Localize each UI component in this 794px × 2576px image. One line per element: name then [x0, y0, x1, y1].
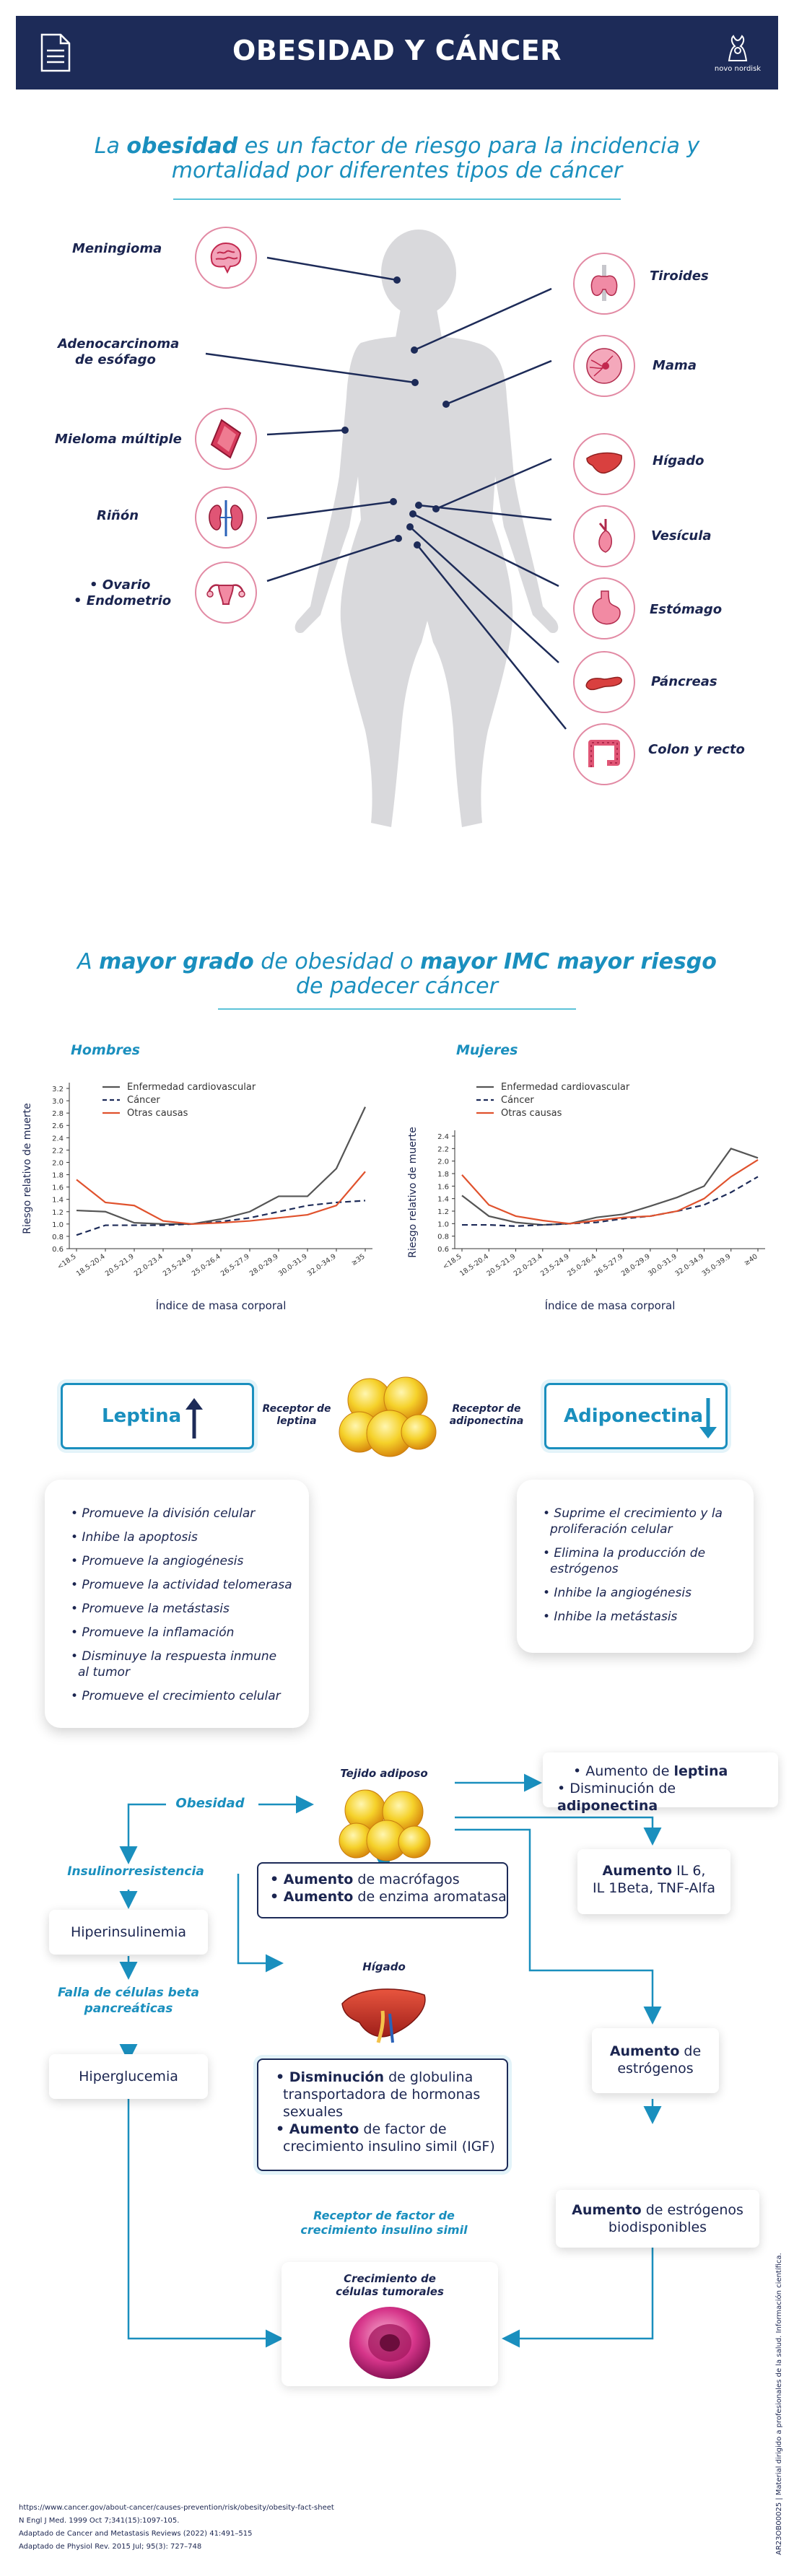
label-endometrio: • Endometrio: [74, 593, 172, 608]
x-tick-label: 25.0-26.4: [190, 1252, 222, 1278]
legend-label: Enfermedad cardiovascular: [501, 1082, 630, 1093]
legend-label: Otras causas: [501, 1108, 562, 1119]
title-text: La: [94, 134, 127, 159]
adipose-tissue-icon: [333, 1783, 435, 1862]
label-line: Crecimiento de: [344, 2272, 436, 2285]
emphasis: • Aumento: [270, 1889, 354, 1905]
adiponectina-label: Adiponectina: [564, 1405, 704, 1427]
liver-effects-box: [257, 2058, 508, 2171]
emphasis: leptina: [673, 1763, 728, 1779]
chart-hombres-title: Hombres: [71, 1042, 140, 1058]
estrogenos-box: [592, 2028, 719, 2093]
pancreas-circle: [573, 651, 635, 713]
list-item: • Inhibe la angiogénesis: [543, 1586, 692, 1600]
leptina-effects-card: [45, 1480, 309, 1728]
label-line: Receptor de factor de: [313, 2209, 455, 2222]
leptina-effects-list: [71, 1506, 292, 1712]
box-line: [557, 1763, 778, 1780]
title-text: de padecer cáncer: [296, 974, 498, 999]
legal-side-note: AR23OB00025 | Material dirigido a profesionales de la salud. Información científica.: [775, 2253, 783, 2555]
box-line: [577, 1862, 730, 1879]
receptor-line: Receptor de: [262, 1403, 331, 1415]
bull-logo-icon: [725, 32, 751, 64]
x-tick-label: 26.5-27.9: [593, 1252, 625, 1278]
list-item: • Promueve la división celular: [71, 1506, 256, 1521]
text: • Disminución de: [557, 1781, 676, 1796]
x-tick-label: 32.0-34.9: [305, 1252, 338, 1278]
label-pancreas: Páncreas: [651, 674, 717, 689]
adiponectina-effects-card: [517, 1480, 754, 1653]
page-title: OBESIDAD Y CÁNCER: [232, 35, 562, 66]
y-tick-label: 1.0: [52, 1221, 64, 1229]
hiperinsulinemia-box: Hiperinsulinemia: [49, 1910, 208, 1955]
reference: Adaptado de Cancer and Metastasis Reviews (2022) 41:491–515: [19, 2530, 253, 2538]
falla-celulas-beta-label: [49, 1985, 208, 2017]
box-line: [592, 2043, 719, 2060]
title-emphasis: mayor IMC mayor riesgo: [420, 949, 717, 974]
receptor-line: leptina: [276, 1415, 317, 1427]
emphasis: adiponectina: [557, 1798, 658, 1814]
hiperglucemia-box: Hiperglucemia: [49, 2054, 208, 2099]
breast-circle: [573, 335, 635, 397]
label-vesicula: Vesícula: [651, 528, 712, 543]
x-axis-label: Índice de masa corporal: [544, 1299, 676, 1312]
list-item: • Promueve la actividad telomerasa: [71, 1578, 292, 1592]
list-item: proliferación celular: [550, 1522, 673, 1537]
insulinorresistencia-label: Insulinorresistencia: [67, 1864, 204, 1879]
list-item: • Promueve la inflamación: [71, 1625, 235, 1640]
list-item: • Promueve la angiogénesis: [71, 1554, 244, 1568]
x-tick-label: 32.0-34.9: [673, 1252, 706, 1278]
thyroid-circle: [573, 253, 635, 315]
y-tick-label: 1.8: [437, 1171, 449, 1179]
label-line: crecimiento insulino simil: [300, 2223, 468, 2237]
label-ovario: • Ovario: [90, 577, 151, 593]
y-tick-label: 2.0: [52, 1159, 64, 1168]
text: de enzima aromatasa: [353, 1889, 507, 1905]
x-tick-label: ≥40: [742, 1252, 759, 1267]
section1-title: [0, 134, 794, 183]
label-line: de esófago: [75, 352, 156, 367]
chart-mujeres-title: Mujeres: [456, 1042, 518, 1058]
text: de estrógenos: [641, 2202, 743, 2218]
crecimiento-tumoral-label: [318, 2272, 462, 2298]
thyroid-icon: [584, 263, 624, 304]
obesidad-label: Obesidad: [175, 1796, 245, 1811]
macrofagos-box: [257, 1862, 508, 1918]
list-item: • Inhibe la metástasis: [543, 1610, 678, 1624]
text: de: [679, 2043, 702, 2059]
y-tick-label: 2.4: [52, 1135, 64, 1143]
label-line: pancreáticas: [84, 2001, 173, 2016]
gallbladder-circle: [573, 505, 635, 567]
y-tick-label: 2.8: [52, 1110, 64, 1119]
liver-icon: [584, 444, 624, 484]
legend-label: Otras causas: [127, 1108, 188, 1119]
box-line: sexuales: [283, 2104, 344, 2120]
y-tick-label: 2.0: [437, 1158, 449, 1166]
interleucinas-box: [577, 1849, 730, 1914]
brain-icon: [206, 237, 246, 278]
y-tick-label: 1.6: [52, 1184, 64, 1192]
header-banner: [16, 16, 778, 89]
breast-icon: [584, 346, 624, 386]
label-tiroides: Tiroides: [650, 268, 709, 284]
section1-divider: [173, 198, 621, 200]
label-line: Falla de células beta: [58, 1986, 199, 2000]
legend-label: Enfermedad cardiovascular: [127, 1082, 256, 1093]
title-text: es un factor de riesgo para la incidencia y: [237, 134, 700, 159]
y-axis-label: Riesgo relativo de muerte: [22, 1103, 33, 1234]
box-line: IL 1Beta, TNF-Alfa: [592, 1880, 715, 1896]
y-tick-label: 2.2: [437, 1145, 449, 1154]
list-item: • Suprime el crecimiento y la: [543, 1506, 723, 1521]
label-esofago: [58, 336, 180, 368]
list-item: • Elimina la producción de: [543, 1546, 706, 1560]
list-item: • Promueve el crecimiento celular: [71, 1689, 281, 1703]
x-tick-label: 22.0-23.4: [132, 1252, 165, 1278]
label-colon: Colon y recto: [648, 742, 745, 757]
stomach-icon: [584, 588, 624, 629]
arrow-up-icon: [184, 1397, 204, 1440]
title-emphasis: obesidad: [126, 134, 238, 159]
label-ovario-endometrio: [74, 577, 171, 609]
label-rinon: Riñón: [97, 508, 139, 523]
x-tick-label: 18.5-20.4: [458, 1252, 490, 1278]
x-tick-label: 28.0-29.9: [619, 1252, 652, 1278]
x-tick-label: 22.0-23.4: [512, 1252, 544, 1278]
x-tick-label: 30.0-31.9: [647, 1252, 679, 1278]
box-line: [276, 2121, 507, 2138]
title-text: mortalidad por diferentes tipos de cáncer: [171, 158, 623, 183]
box-line: [557, 1780, 778, 1815]
tumor-cell-icon: [345, 2304, 435, 2382]
kidney-icon: [206, 497, 246, 538]
text: • Aumento de: [573, 1763, 674, 1779]
box-line: estrógenos: [617, 2061, 694, 2077]
brain-circle: [195, 227, 257, 289]
y-tick-label: 0.8: [437, 1233, 449, 1241]
y-tick-label: 1.6: [437, 1183, 449, 1192]
chart-mujeres: [401, 1061, 784, 1321]
box-line: crecimiento insulino simil (IGF): [283, 2139, 495, 2154]
x-tick-label: <18.5: [56, 1252, 78, 1272]
emphasis: • Aumento: [270, 1872, 354, 1887]
reference: N Engl J Med. 1999 Oct 7;341(15):1097-105.: [19, 2517, 180, 2525]
y-tick-label: 0.8: [52, 1233, 64, 1241]
x-tick-label: 30.0-31.9: [276, 1252, 309, 1278]
x-tick-label: 20.5-21.9: [485, 1252, 518, 1278]
box-line: [276, 2069, 507, 2086]
emphasis: • Aumento: [276, 2121, 359, 2137]
label-mieloma: Mieloma múltiple: [55, 432, 182, 447]
list-item: • Inhibe la apoptosis: [71, 1530, 198, 1545]
fat-cells-icon: [338, 1368, 439, 1462]
x-tick-label: <18.5: [441, 1252, 463, 1272]
x-tick-label: 26.5-27.9: [219, 1252, 251, 1278]
title-text: de obesidad o: [253, 949, 421, 974]
body-silhouette: [295, 230, 559, 827]
y-axis-label: Riesgo relativo de muerte: [407, 1127, 419, 1258]
text: de globulina: [384, 2069, 474, 2085]
liver-organ-icon: [339, 1982, 429, 2047]
higado-label: Hígado: [362, 1960, 406, 1973]
uterus-icon: [206, 572, 246, 613]
kidney-circle: [195, 486, 257, 549]
emphasis: Aumento: [572, 2202, 642, 2218]
label-estomago: Estómago: [650, 602, 723, 617]
label-meningioma: Meningioma: [72, 241, 162, 256]
emphasis: Aumento: [602, 1863, 673, 1879]
x-tick-label: ≥35: [349, 1252, 367, 1267]
stomach-circle: [573, 577, 635, 639]
colon-icon: [584, 734, 624, 774]
y-tick-label: 3.0: [52, 1098, 64, 1106]
blood-vessel-icon: [206, 419, 246, 459]
series-line-2: [462, 1160, 758, 1223]
y-tick-label: 1.8: [52, 1171, 64, 1180]
list-item: al tumor: [78, 1665, 130, 1680]
novo-nordisk-logo: [709, 32, 767, 75]
text: de macrófagos: [353, 1872, 460, 1887]
estrogenos-biodisponibles-box: [556, 2190, 759, 2248]
adiponectina-effects-list: [543, 1506, 723, 1633]
title-text: A: [77, 949, 100, 974]
y-tick-label: 2.6: [52, 1122, 64, 1131]
list-item: • Disminuye la respuesta inmune: [71, 1649, 277, 1664]
list-item: • Promueve la metástasis: [71, 1602, 230, 1616]
text: de factor de: [359, 2121, 447, 2137]
series-line-0: [77, 1107, 365, 1224]
text: IL 6,: [672, 1863, 706, 1879]
label-higado: Hígado: [653, 453, 704, 468]
x-tick-label: 23.5-24.9: [161, 1252, 193, 1278]
box-line: biodisponibles: [608, 2219, 707, 2235]
emphasis: Aumento: [609, 2043, 680, 2059]
logo-text: novo nordisk: [714, 65, 762, 73]
y-tick-label: 0.6: [52, 1246, 64, 1254]
label-line: Adenocarcinoma: [58, 336, 180, 352]
y-tick-label: 1.2: [52, 1208, 64, 1217]
box-line: [270, 1888, 507, 1905]
series-line-2: [77, 1171, 365, 1224]
reference-link[interactable]: https://www.cancer.gov/about-cancer/causes-prevention/risk/obesity/obesity-fact-sheet: [19, 2504, 334, 2512]
leptina-box: [61, 1383, 254, 1449]
section2-divider: [218, 1008, 576, 1010]
x-tick-label: 18.5-20.4: [74, 1252, 107, 1278]
x-axis-label: Índice de masa corporal: [155, 1299, 287, 1312]
x-tick-label: 28.0-29.9: [248, 1252, 280, 1278]
series-line-0: [462, 1148, 758, 1225]
y-tick-label: 3.2: [52, 1086, 64, 1093]
references: [19, 2502, 334, 2554]
x-tick-label: 23.5-24.9: [539, 1252, 571, 1278]
legend-label: Cáncer: [501, 1095, 534, 1106]
leptina-adiponectina-box: [543, 1752, 778, 1814]
colon-circle: [573, 723, 635, 785]
section2-title: [0, 950, 794, 999]
pancreas-icon: [584, 662, 624, 702]
box-line: [270, 1871, 507, 1888]
y-tick-label: 1.2: [437, 1208, 449, 1216]
adiponectina-box: [544, 1383, 728, 1449]
label-line: células tumorales: [336, 2285, 444, 2298]
x-tick-label: 20.5-21.9: [103, 1252, 136, 1278]
liver-circle: [573, 433, 635, 495]
y-tick-label: 1.4: [52, 1196, 64, 1205]
receptor-igf-label: [276, 2209, 492, 2237]
reference: Adaptado de Physiol Rev. 2015 Jul; 95(3): 727–748: [19, 2543, 202, 2551]
uterus-circle: [195, 562, 257, 624]
vessel-circle: [195, 408, 257, 470]
receptor-leptina-label: [257, 1403, 336, 1428]
x-tick-label: 35.0-39.9: [700, 1252, 733, 1278]
receptor-adiponectina-label: [443, 1403, 530, 1428]
y-tick-label: 2.2: [52, 1147, 64, 1156]
emphasis: • Disminución: [276, 2069, 385, 2085]
y-tick-label: 2.4: [437, 1133, 449, 1141]
chart-hombres: [14, 1061, 390, 1321]
receptor-line: Receptor de: [452, 1403, 521, 1415]
x-tick-label: 25.0-26.4: [566, 1252, 598, 1278]
tejido-adiposo-label: Tejido adiposo: [340, 1767, 428, 1780]
label-mama: Mama: [653, 358, 697, 373]
box-line: transportadora de hormonas: [283, 2087, 481, 2103]
title-emphasis: mayor grado: [99, 949, 254, 974]
leptina-label: Leptina: [102, 1405, 182, 1427]
y-tick-label: 1.0: [437, 1221, 449, 1229]
box-line: [556, 2201, 759, 2219]
gallbladder-icon: [584, 516, 624, 556]
legend-label: Cáncer: [127, 1095, 160, 1106]
list-item: estrógenos: [550, 1562, 619, 1576]
y-tick-label: 0.6: [437, 1246, 449, 1254]
receptor-line: adiponectina: [449, 1415, 524, 1427]
arrow-down-icon: [698, 1397, 718, 1440]
y-tick-label: 1.4: [437, 1195, 449, 1204]
